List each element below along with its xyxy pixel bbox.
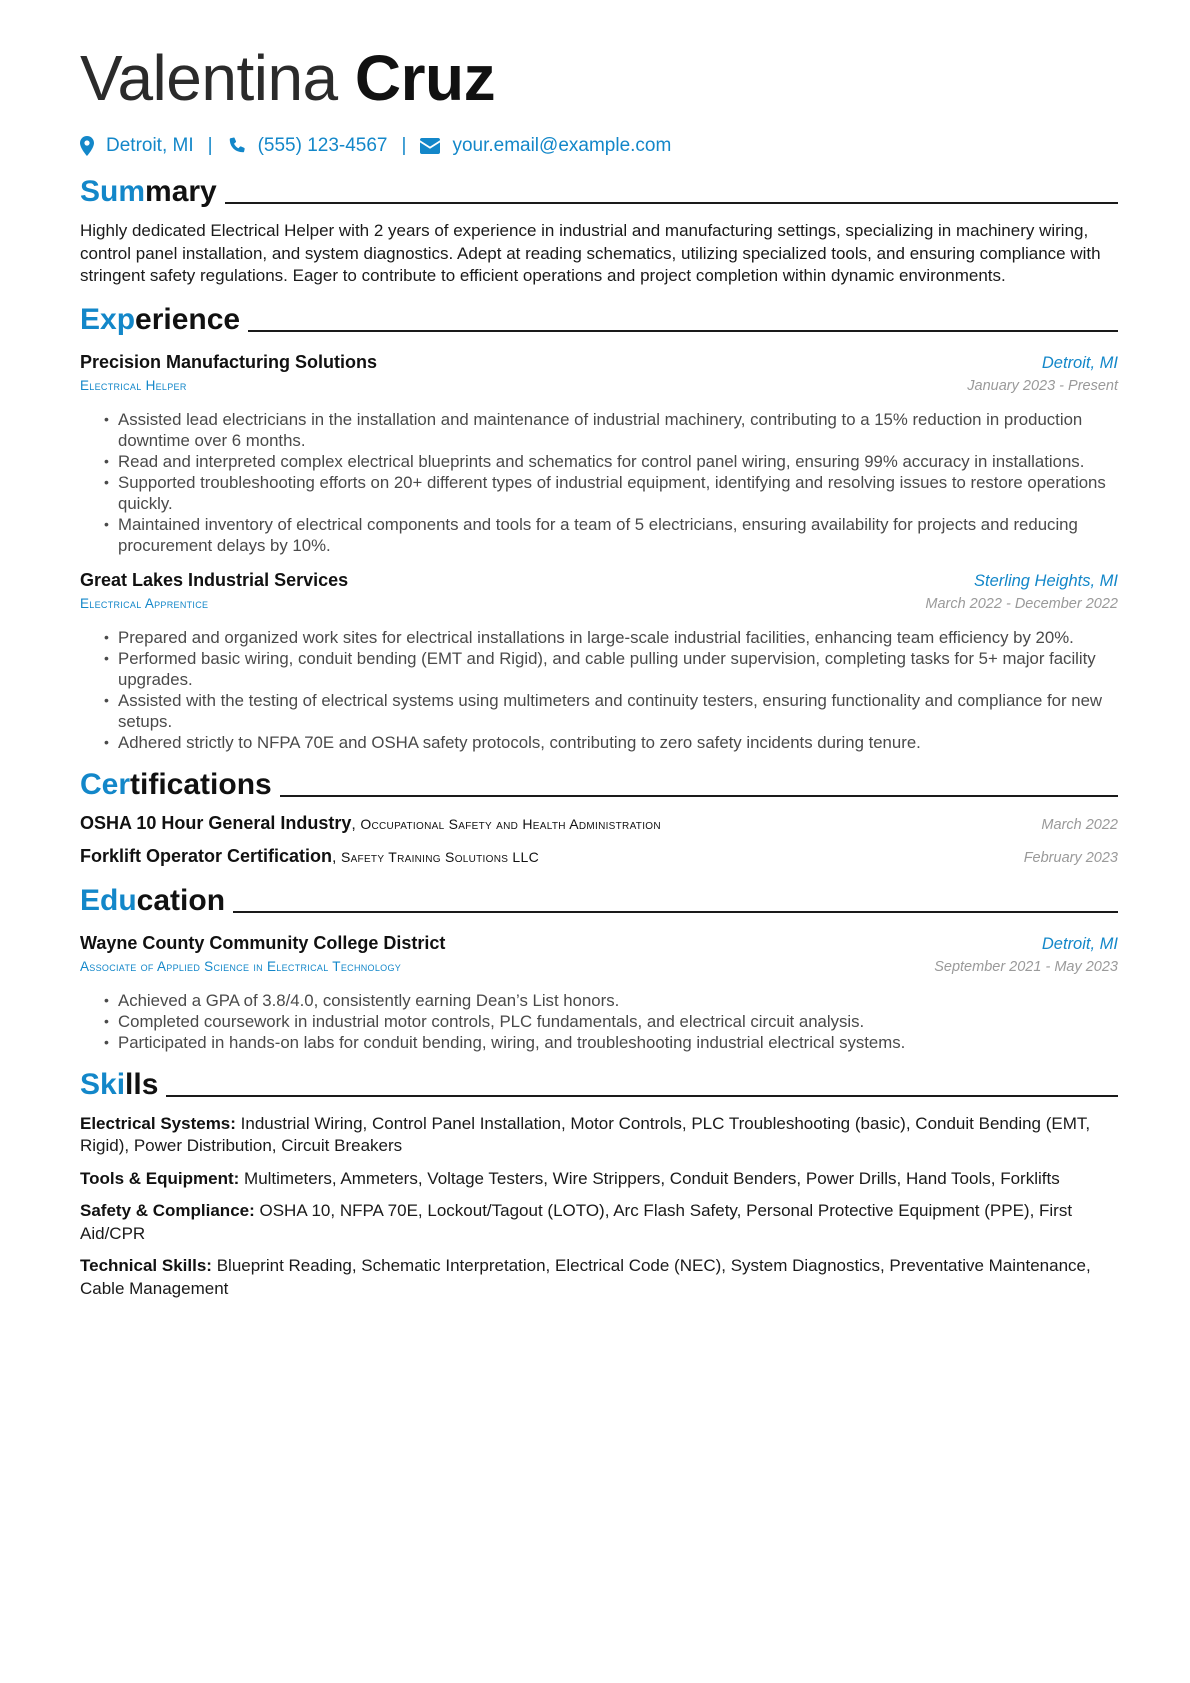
summary-heading: [80, 172, 1118, 210]
email-text: your.email@example.com: [452, 135, 672, 156]
skill-label: Electrical Systems:: [80, 1113, 236, 1133]
education-heading: [80, 881, 1118, 919]
cert-separator: ,: [332, 848, 337, 866]
skill-group: [80, 1255, 1118, 1300]
education-title-accent: Edu: [80, 883, 137, 917]
map-marker-icon: [80, 136, 94, 156]
candidate-name: [80, 40, 1118, 118]
bullet-item: • Maintained inventory of electrical components and tools for a team of 5 electricians, ensuring availability for projects and reducing procurement delays by 10%.: [118, 514, 1118, 556]
skill-text: Industrial Wiring, Control Panel Installation, Motor Controls, PLC Troubleshooting (basic), Conduit Bending (EMT, Rigid), Power Distribution, Circuit Breakers: [80, 1113, 1091, 1155]
last-name: Cruz: [354, 42, 496, 114]
section-rule: [225, 202, 1118, 204]
skill-text: Blueprint Reading, Schematic Interpretation, Electrical Code (NEC), System Diagnostics, Preventative Maintenance, Cable Management: [80, 1256, 1091, 1298]
cert-name: OSHA 10 Hour General Industry: [80, 812, 352, 833]
skill-group: [80, 1168, 1118, 1191]
bullet-item: • Read and interpreted complex electrical blueprints and schematics for control panel wiring, ensuring 99% accuracy in installations.: [118, 451, 1118, 472]
bullet-item: • Assisted with the testing of electrical systems using multimeters and continuity testers, ensuring functionality and compliance for new setups.: [118, 690, 1118, 732]
degree-title: Associate of Applied Science in Electrical Technology: [80, 958, 402, 974]
section-rule: [280, 795, 1118, 797]
job-title: Electrical Helper: [80, 377, 187, 393]
school-name: Wayne County Community College District: [80, 932, 446, 953]
bullet-item: • Achieved a GPA of 3.8/4.0, consistently earning Dean’s List honors.: [118, 990, 1118, 1011]
resume-page: [80, 40, 1118, 1300]
contact-separator: |: [207, 135, 213, 156]
certifications-title-accent: Cer: [80, 767, 131, 801]
education-entry: [80, 931, 1118, 1053]
section-rule: [233, 911, 1118, 913]
skill-text: OSHA 10, NFPA 70E, Lockout/Tagout (LOTO), Arc Flash Safety, Personal Protective Equipment (PPE), First Aid/CPR: [80, 1201, 1073, 1243]
contact-separator: |: [401, 135, 407, 156]
bullet-item: • Adhered strictly to NFPA 70E and OSHA safety protocols, contributing to zero safety incidents during tenure.: [118, 732, 1118, 753]
cert-date: February 2023: [1023, 849, 1118, 866]
experience-entry: [80, 568, 1118, 753]
company-name: Great Lakes Industrial Services: [80, 569, 349, 590]
bullet-item: • Supported troubleshooting efforts on 20+ different types of industrial equipment, identifying and resolving issues to restore operations quickly.: [118, 472, 1118, 514]
skills-heading: [80, 1065, 1118, 1103]
skill-label: Tools & Equipment:: [80, 1168, 240, 1188]
section-rule: [248, 330, 1118, 332]
job-location: Detroit, MI: [1041, 353, 1118, 372]
contact-bar: [80, 132, 1118, 160]
summary-title-rest: mary: [145, 175, 217, 208]
bullet-item: • Completed coursework in industrial motor controls, PLC fundamentals, and electrical circuit analysis.: [118, 1011, 1118, 1032]
summary-text: Highly dedicated Electrical Helper with 2 years of experience in industrial and manufacturing settings, specializing in machinery wiring, control panel installation, and system diagnostics. Adept at reading schematics, utilizing specialized tools, and ensuring compliance with stringent safety regulations. Eager to contribute to efficient operations and project completion within dynamic environments.: [80, 221, 1101, 285]
phone-icon: [227, 137, 246, 156]
education-bullets: [80, 990, 1118, 1053]
skill-group: [80, 1113, 1118, 1158]
bullet-item: • Performed basic wiring, conduit bending (EMT and Rigid), and cable pulling under supervision, completing tasks for 5+ major facility upgrades.: [118, 648, 1118, 690]
education-dates: September 2021 - May 2023: [934, 958, 1118, 975]
location-text: Detroit, MI: [106, 135, 194, 156]
bullet-item: • Prepared and organized work sites for electrical installations in large-scale industrial facilities, enhancing team efficiency by 20%.: [118, 627, 1118, 648]
skill-text: Multimeters, Ammeters, Voltage Testers, Wire Strippers, Conduit Benders, Power Drills, Hand Tools, Forklifts: [244, 1168, 1060, 1188]
bullet-item: • Participated in hands-on labs for conduit bending, wiring, and troubleshooting industrial electrical systems.: [118, 1032, 1118, 1053]
job-dates: March 2022 - December 2022: [925, 595, 1118, 612]
envelope-icon: [420, 138, 440, 154]
cert-issuer: Occupational Safety and Health Administration: [360, 815, 661, 832]
skill-group: [80, 1200, 1118, 1245]
job-bullets: [80, 627, 1118, 753]
section-rule: [166, 1095, 1118, 1097]
skill-label: Safety & Compliance:: [80, 1201, 255, 1220]
contact-phone[interactable]: [227, 135, 388, 157]
certification-item: [80, 813, 1118, 836]
cert-name: Forklift Operator Certification: [80, 845, 333, 866]
experience-heading: [80, 300, 1118, 338]
phone-text: (555) 123-4567: [257, 135, 388, 156]
education-title-rest: cation: [136, 883, 226, 917]
school-location: Detroit, MI: [1041, 934, 1118, 953]
experience-title-accent: Exp: [80, 302, 136, 336]
contact-email[interactable]: [420, 135, 671, 157]
experience-entry: [80, 350, 1118, 556]
cert-date: March 2022: [1041, 816, 1118, 833]
certifications-heading: [80, 765, 1118, 803]
certifications-title-rest: tifications: [130, 767, 272, 801]
skills-title-rest: lls: [125, 1067, 159, 1101]
contact-location: [80, 135, 194, 157]
first-name: Valentina: [80, 42, 338, 114]
job-location: Sterling Heights, MI: [974, 571, 1118, 590]
summary-title-accent: Sum: [80, 175, 146, 208]
experience-title-rest: erience: [135, 302, 241, 336]
skills-title-accent: Ski: [80, 1067, 126, 1101]
certification-item: [80, 846, 1118, 869]
bullet-item: • Assisted lead electricians in the installation and maintenance of industrial machinery, contributing to a 15% reduction in production downtime over 6 months.: [118, 409, 1118, 451]
company-name: Precision Manufacturing Solutions: [80, 351, 378, 372]
cert-separator: ,: [351, 815, 356, 833]
cert-issuer: Safety Training Solutions LLC: [340, 848, 539, 865]
skill-label: Technical Skills:: [80, 1256, 212, 1275]
job-dates: January 2023 - Present: [967, 377, 1118, 394]
job-title: Electrical Apprentice: [80, 595, 209, 611]
job-bullets: [80, 409, 1118, 556]
